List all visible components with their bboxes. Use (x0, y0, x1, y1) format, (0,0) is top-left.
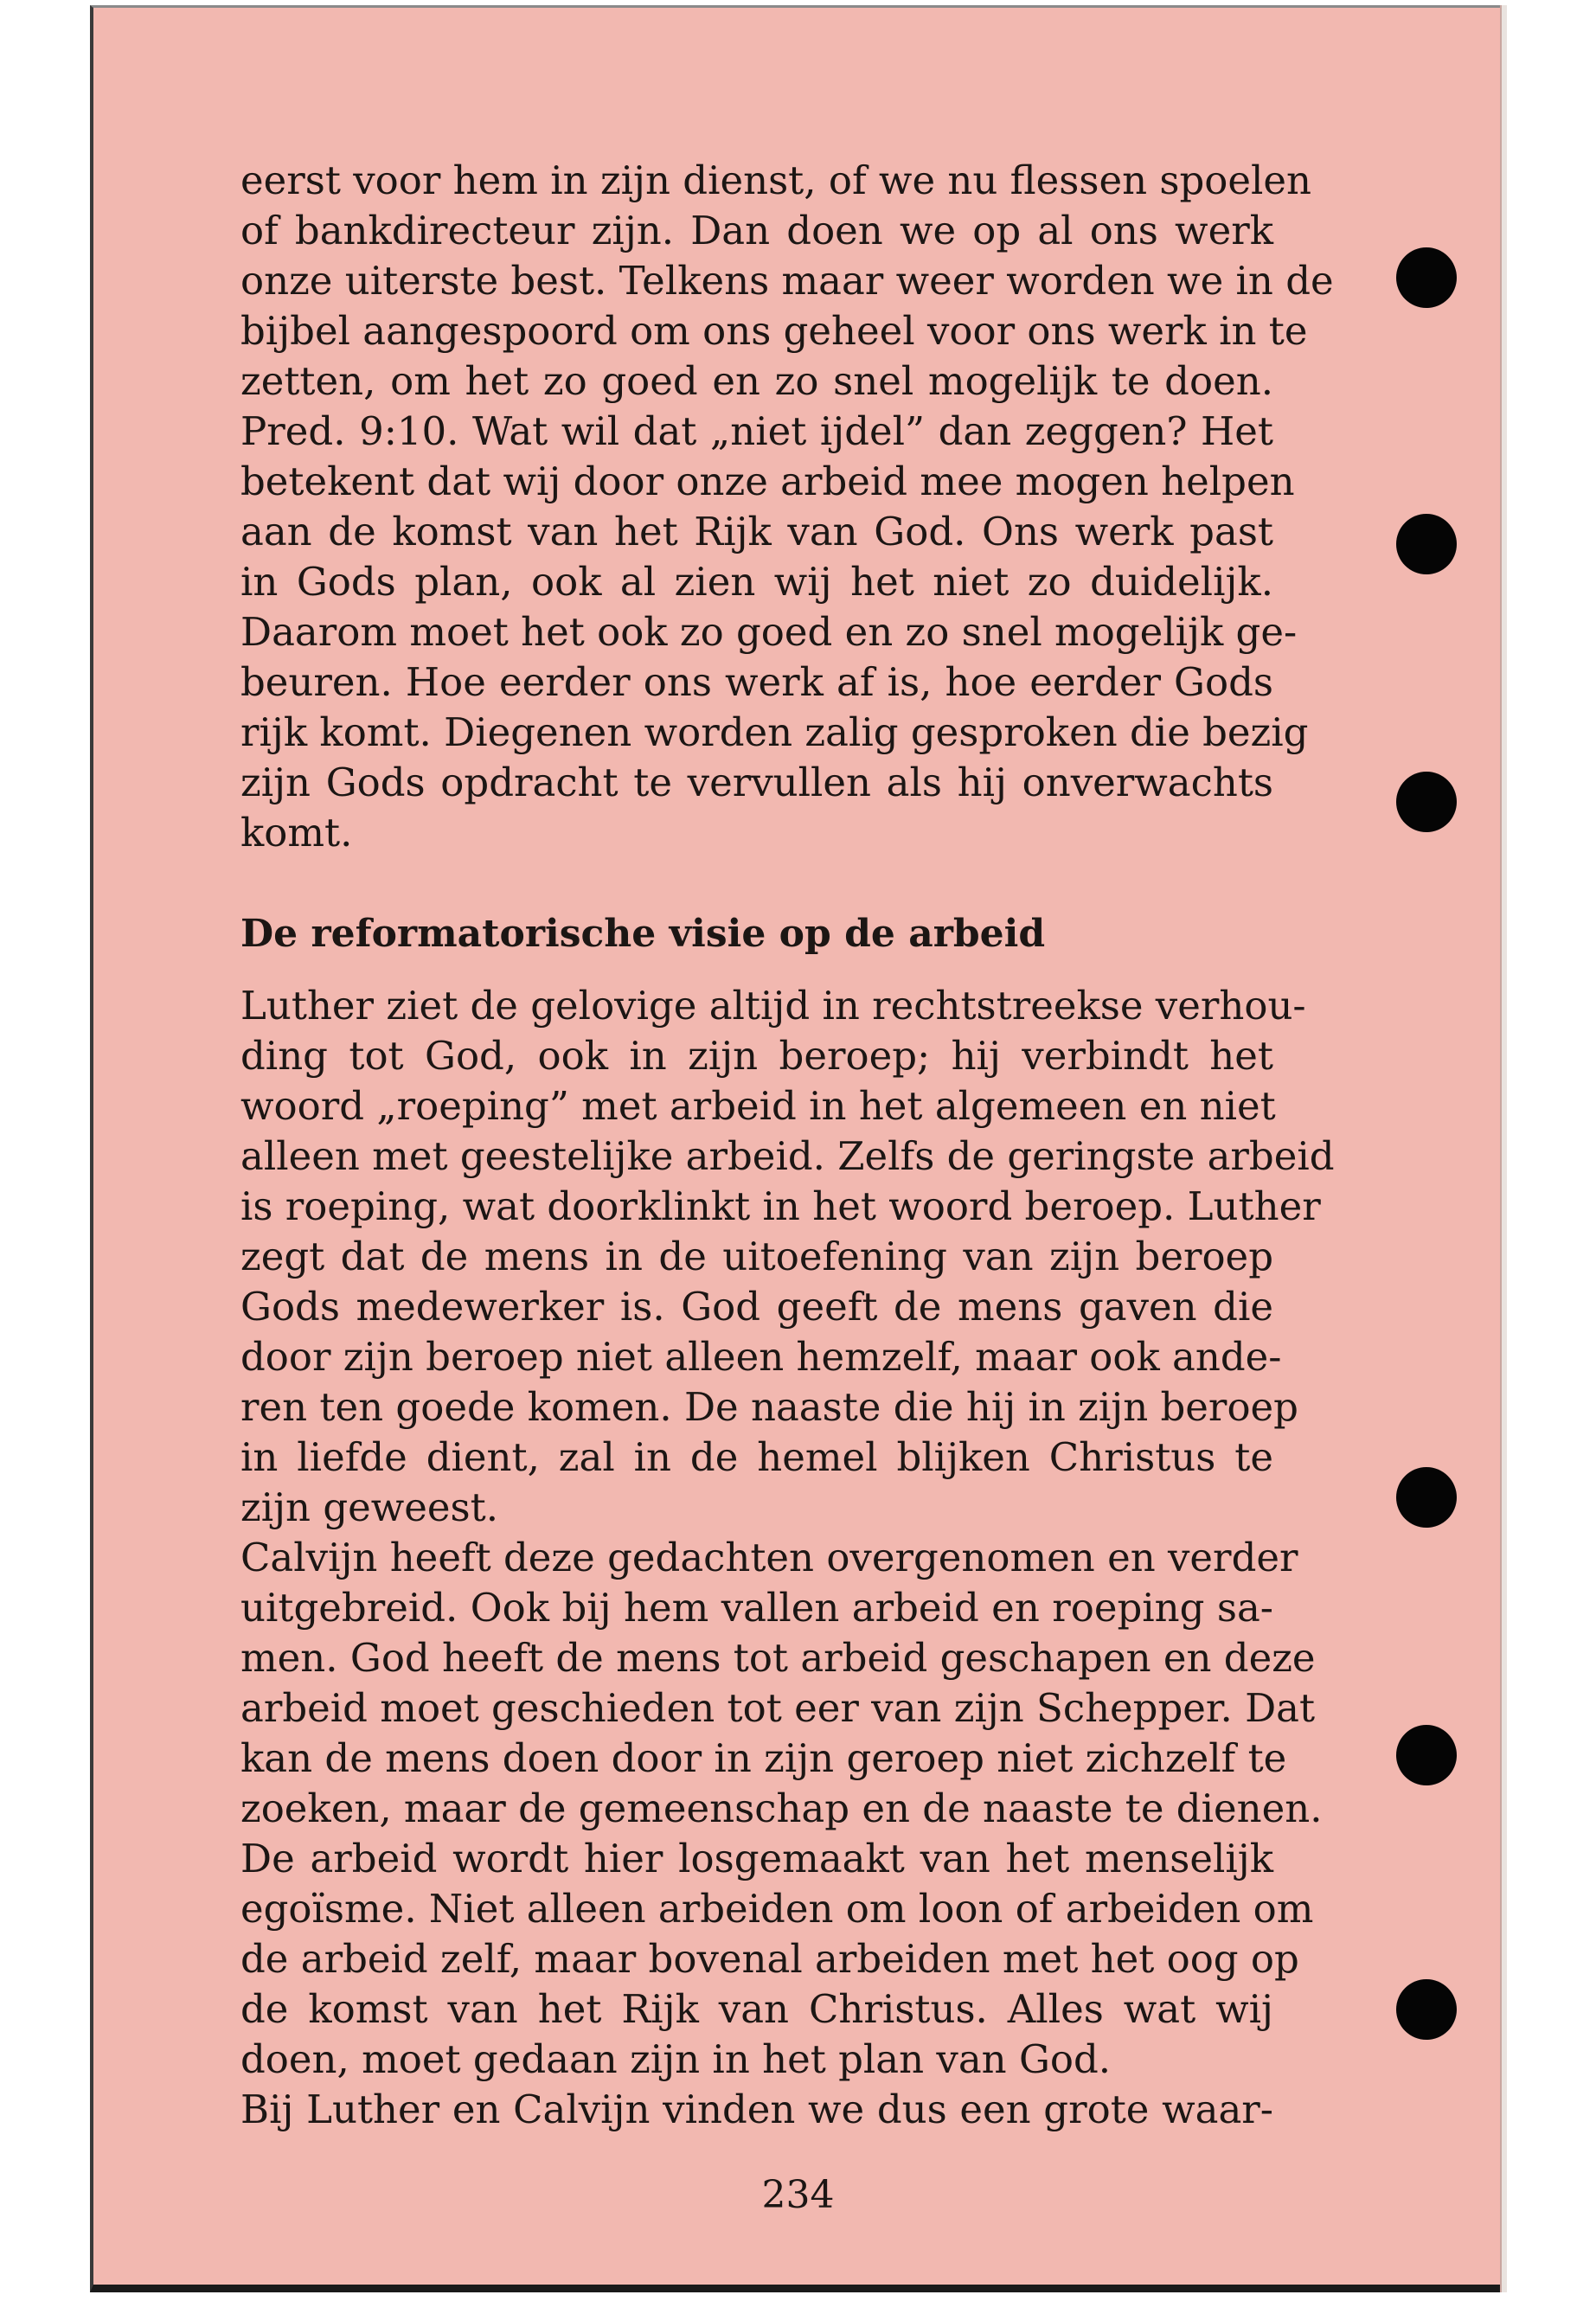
text-line: zijn geweest. (240, 1484, 499, 1530)
text-line: de komst van het Rijk van Christus. Alles wat wij (240, 1986, 1273, 2032)
paragraph-3 (240, 1533, 1323, 2085)
text-line: komt. (240, 810, 353, 856)
text-line: onze uiterste best. Telkens maar weer worden we in de (240, 258, 1334, 304)
text-line: in liefde dient, zal in de hemel blijken Christus te (240, 1434, 1273, 1480)
text-line: aan de komst van het Rijk van God. Ons werk past (240, 509, 1273, 554)
text-line: woord „roeping” met arbeid in het algemeen en niet (240, 1083, 1276, 1129)
paragraph-4 (240, 2085, 1273, 2135)
page-edge (1500, 5, 1507, 2292)
text-line: Gods medewerker is. God geeft de mens gaven die (240, 1284, 1273, 1330)
text-line: zoeken, maar de gemeenschap en de naaste te dienen. (240, 1785, 1323, 1831)
text-line: bijbel aangespoord om ons geheel voor ons werk in te (240, 308, 1308, 354)
punch-hole (1396, 1725, 1457, 1785)
paragraph-2 (240, 981, 1335, 1533)
text-line: door zijn beroep niet alleen hemzelf, maar ook ande- (240, 1334, 1282, 1380)
paragraph-1 (240, 156, 1334, 858)
text-line: is roeping, wat doorklinkt in het woord beroep. Luther (240, 1183, 1321, 1229)
text-line: uitgebreid. Ook bij hem vallen arbeid en roeping sa- (240, 1585, 1273, 1631)
text-line: men. God heeft de mens tot arbeid geschapen en deze (240, 1635, 1316, 1681)
text-line: of bankdirecteur zijn. Dan doen we op al ons werk (240, 208, 1273, 253)
text-line: doen, moet gedaan zijn in het plan van God. (240, 2036, 1112, 2082)
text-line: ren ten goede komen. De naaste die hij in zijn beroep (240, 1384, 1298, 1430)
text-line: de arbeid zelf, maar bovenal arbeiden met het oog op (240, 1936, 1299, 1982)
text-line: beuren. Hoe eerder ons werk af is, hoe eerder Gods (240, 659, 1273, 705)
text-line: eerst voor hem in zijn dienst, of we nu flessen spoelen (240, 157, 1312, 203)
text-line: Calvijn heeft deze gedachten overgenomen en verder (240, 1535, 1298, 1580)
text-line: in Gods plan, ook al zien wij het niet zo duidelijk. (240, 559, 1273, 605)
text-line: zegt dat de mens in de uitoefening van zijn beroep (240, 1234, 1273, 1279)
text-line: Pred. 9:10. Wat wil dat „niet ijdel” dan zeggen? Het (240, 408, 1273, 454)
text-line: zijn Gods opdracht te vervullen als hij onverwachts (240, 760, 1273, 805)
text-line: rijk komt. Diegenen worden zalig gesproken die bezig (240, 709, 1309, 755)
text-line: Luther ziet de gelovige altijd in rechtstreekse verhou- (240, 983, 1306, 1029)
text-line: kan de mens doen door in zijn geroep niet zichzelf te (240, 1735, 1287, 1781)
text-line: De arbeid wordt hier losgemaakt van het menselijk (240, 1836, 1273, 1881)
punch-hole (1396, 1467, 1457, 1528)
page-number: 234 (761, 2173, 835, 2217)
text-line: arbeid moet geschieden tot eer van zijn Schepper. Dat (240, 1685, 1316, 1731)
text-line: Bij Luther en Calvijn vinden we dus een grote waar- (240, 2086, 1273, 2132)
section-heading: De reformatorische visie op de arbeid (240, 912, 1046, 956)
text-line: betekent dat wij door onze arbeid mee mogen helpen (240, 458, 1295, 504)
punch-hole (1396, 514, 1457, 574)
text-line: ding tot God, ook in zijn beroep; hij verbindt het (240, 1033, 1273, 1079)
punch-hole (1396, 247, 1457, 308)
punch-hole (1396, 772, 1457, 832)
text-line: alleen met geestelijke arbeid. Zelfs de geringste arbeid (240, 1133, 1335, 1179)
text-line: zetten, om het zo goed en zo snel mogelijk te doen. (240, 358, 1273, 404)
punch-hole (1396, 1979, 1457, 2040)
text-line: egoïsme. Niet alleen arbeiden om loon of arbeiden om (240, 1886, 1314, 1932)
text-line: Daarom moet het ook zo goed en zo snel mogelijk ge- (240, 609, 1298, 655)
